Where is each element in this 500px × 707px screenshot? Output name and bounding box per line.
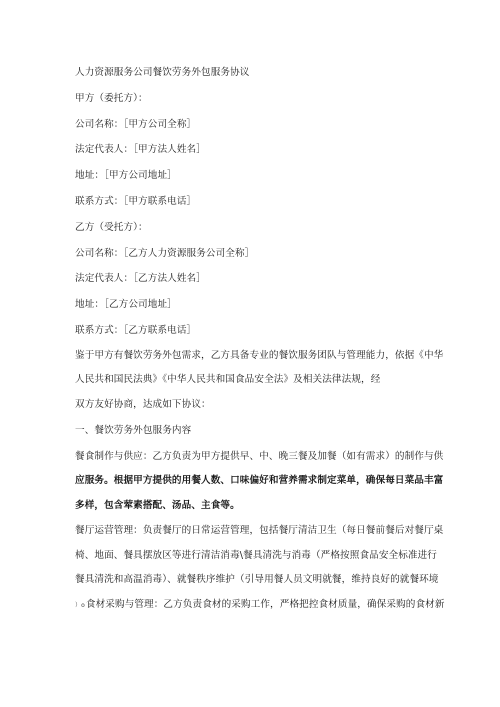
service-item-line: 多样，包含荤素搭配、汤品、主食等。 [75, 499, 240, 511]
service-item-line: 餐厅运营管理：负责餐厅的日常运营管理，包括餐厅清洁卫生（每日餐前餐后对餐厅桌 [75, 525, 444, 537]
preamble-line: 人民共和国民法典》《中华人民共和国食品安全法》及相关法律法规，经 [75, 374, 381, 386]
service-item-line: 餐食制作与供应：乙方负责为甲方提供早、中、晚三餐及加餐（如有需求）的制作与供 [75, 450, 444, 462]
party-a-address: 地址：［甲方公司地址］ [75, 170, 177, 182]
service-item-text: 食材采购与管理：乙方负责食材的采购工作，严格把控食材质量，确保采购的食材新 [85, 598, 445, 610]
party-a-company: 公司名称：［甲方公司全称］ [75, 118, 197, 130]
party-b-address: 地址：［乙方公司地址］ [75, 299, 177, 311]
party-a-contact: 联系方式：［甲方联系电话］ [75, 195, 197, 207]
preamble-line: 双方友好协商，达成如下协议： [75, 398, 211, 410]
party-a-heading: 甲方（委托方）： [75, 92, 148, 104]
service-item-line: 应服务。根据甲方提供的用餐人数、口味偏好和营养需求制定菜单，确保每日菜品丰富 [75, 475, 444, 487]
document-body [75, 66, 445, 612]
service-item-line: 椅、地面、餐具摆放区等进行清洁消毒\餐具清洗与消毒（严格按照食品安全标准进行 [75, 549, 437, 561]
section-heading: 一、餐饮劳务外包服务内容 [75, 424, 192, 436]
service-item-line: 餐具清洗和高温消毒）、就餐秩序维护（引导用餐人员文明就餐，维持良好的就餐环境 [75, 574, 439, 586]
preamble-line: 鉴于甲方有餐饮劳务外包需求，乙方具备专业的餐饮服务团队与管理能力，依据《中华 [75, 349, 444, 361]
party-b-heading: 乙方（受托方）： [75, 221, 148, 233]
party-b-company: 公司名称：［乙方人力资源服务公司全称］ [75, 247, 255, 259]
service-item-line [75, 598, 445, 612]
party-a-representative: 法定代表人：［甲方法人姓名］ [75, 144, 206, 156]
closing-bracket-mark: ）o [75, 601, 85, 609]
party-b-representative: 法定代表人：［乙方法人姓名］ [75, 273, 206, 285]
document-title: 人力资源服务公司餐饮劳务外包服务协议 [75, 67, 250, 78]
party-b-contact: 联系方式：［乙方联系电话］ [75, 324, 197, 336]
